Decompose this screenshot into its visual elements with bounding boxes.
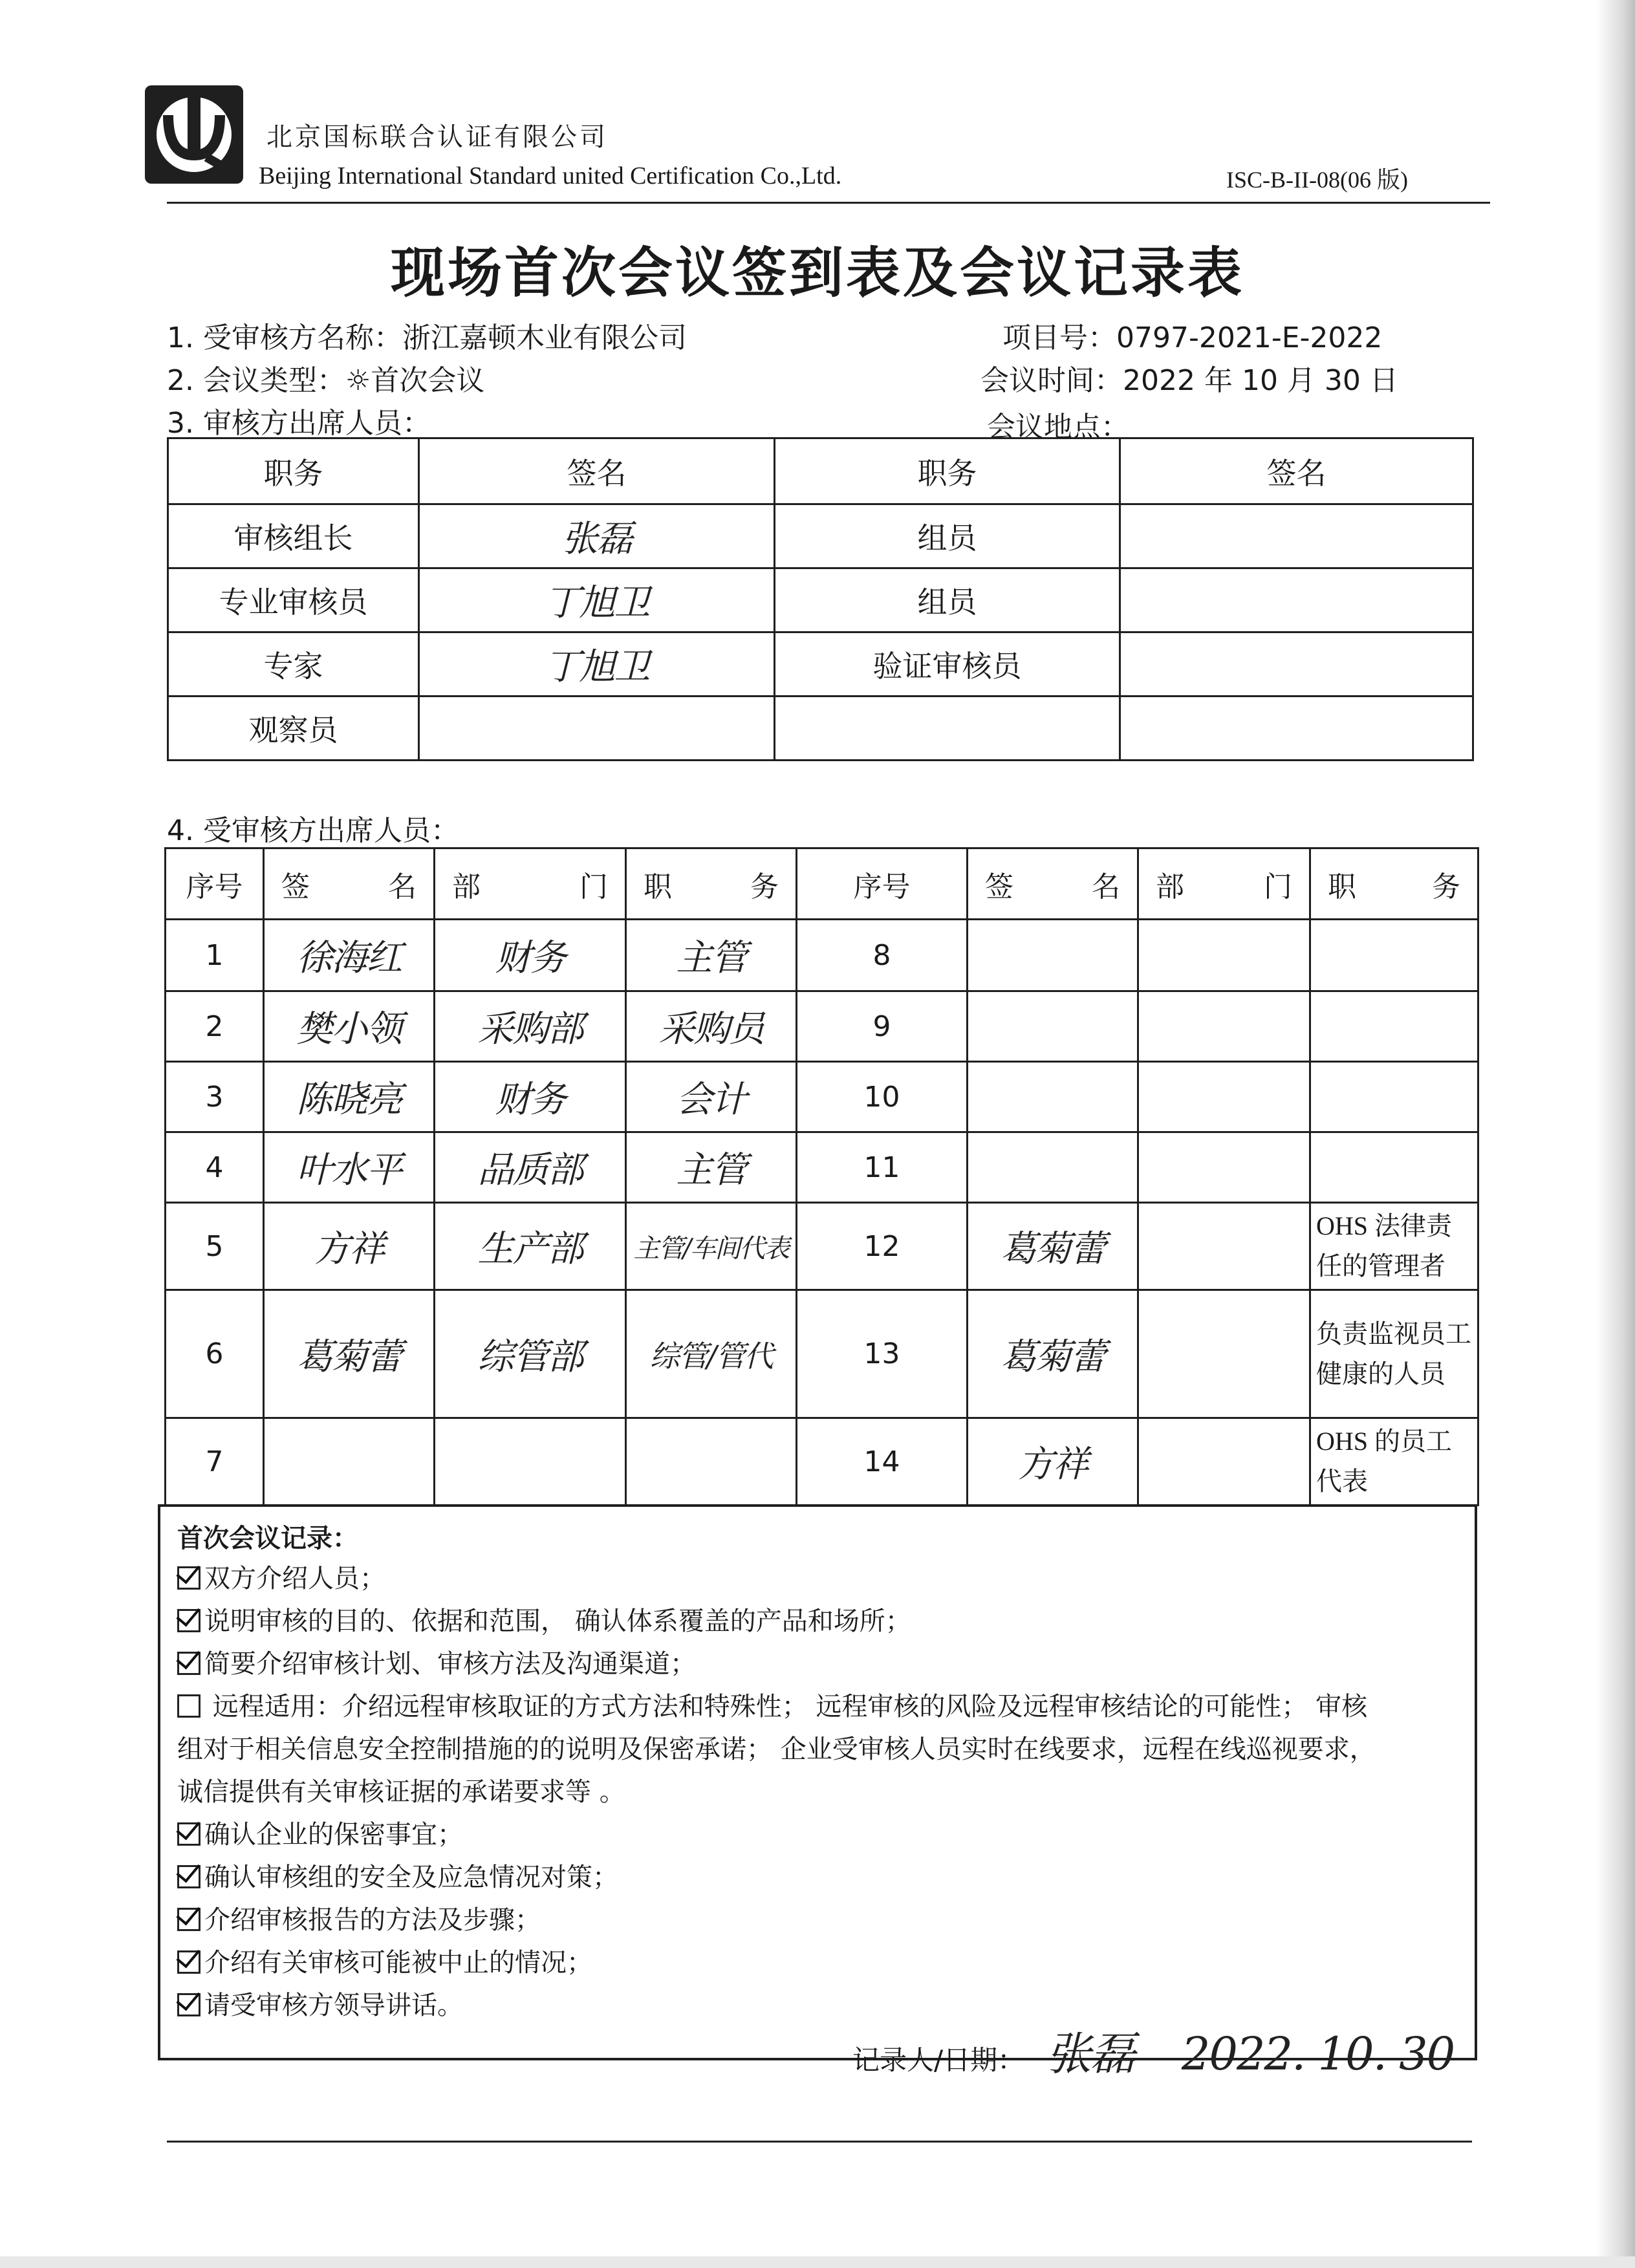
header-role: 职 务 xyxy=(626,848,797,920)
handwritten-signature: 葛菊蕾 xyxy=(1000,1228,1105,1270)
record-item: 说明审核的目的、依据和范围， 确认体系覆盖的产品和场所； xyxy=(177,1605,911,1637)
signature-cell xyxy=(1120,504,1473,568)
handwritten-role: 综管/管代 xyxy=(649,1338,773,1374)
record-item: 简要介绍审核计划、审核方法及沟通渠道； xyxy=(177,1648,696,1680)
role-cell: 负责监视员工健康的人员 xyxy=(1310,1290,1478,1418)
signature-cell xyxy=(264,1203,435,1290)
record-item: 远程适用：介绍远程审核取证的方式方法和特殊性； 远程审核的风险及远程审核结论的可能性； 审核 xyxy=(177,1690,1367,1723)
row-no: 11 xyxy=(797,1132,968,1203)
auditee-value: 浙江嘉顿木业有限公司 xyxy=(402,321,687,354)
signature-cell xyxy=(1120,632,1473,697)
signature-cell xyxy=(264,1418,435,1506)
signature-cell xyxy=(968,1290,1138,1418)
row-no: 9 xyxy=(797,991,968,1062)
record-item: 请受审核方领导讲话。 xyxy=(177,1989,463,2022)
record-item-continued: 组对于相关信息安全控制措施的的说明及保密承诺； 企业受审核人员实时在线要求，远程在线巡视要求， xyxy=(177,1734,1376,1764)
signature-cell xyxy=(419,568,775,632)
role-cell: 组员 xyxy=(775,568,1120,632)
handwritten-role: 主管 xyxy=(676,937,746,979)
role-cell xyxy=(775,697,1120,761)
project-value: 0797-2021-E-2022 xyxy=(1116,321,1383,354)
company-logo-icon xyxy=(142,83,246,186)
checkbox-checked-icon[interactable] xyxy=(177,1566,200,1590)
record-item: 介绍审核报告的方法及步骤； xyxy=(177,1904,541,1936)
attendee-row xyxy=(166,1290,1478,1418)
row-no: 1 xyxy=(166,920,264,991)
checkbox-checked-icon[interactable] xyxy=(177,1908,200,1931)
handwritten-signature: 樊小领 xyxy=(296,1008,402,1050)
row-no: 12 xyxy=(797,1203,968,1290)
audit-team-table xyxy=(167,437,1474,761)
header-sign: 签名 xyxy=(1120,438,1473,504)
header-sign: 签名 xyxy=(419,438,775,504)
dept-cell xyxy=(1138,1418,1310,1506)
checkbox-checked-icon[interactable] xyxy=(177,1609,200,1632)
role-cell: 观察员 xyxy=(168,697,419,761)
header-role: 职 务 xyxy=(1310,848,1478,920)
meeting-time-label: 会议时间： xyxy=(980,364,1123,397)
signature-cell xyxy=(968,991,1138,1062)
signature-cell xyxy=(264,991,435,1062)
handwritten-signature: 徐海红 xyxy=(296,937,402,979)
role-cell: OHS 法律责任的管理者 xyxy=(1310,1203,1478,1290)
attendee-row xyxy=(166,991,1478,1062)
project-label: 项目号： xyxy=(1002,321,1116,354)
attendee-row xyxy=(166,1203,1478,1290)
record-item: 介绍有关审核可能被中止的情况； xyxy=(177,1947,592,1979)
attendee-row xyxy=(166,1132,1478,1203)
row-no: 6 xyxy=(166,1290,264,1418)
audit-team-row xyxy=(168,632,1473,697)
record-item: 确认审核组的安全及应急情况对策； xyxy=(177,1861,618,1894)
auditee-label: 1. 受审核方名称： xyxy=(167,321,402,354)
role-cell: 专家 xyxy=(168,632,419,697)
handwritten-signature: 张磊 xyxy=(561,518,632,560)
checkbox-checked-icon[interactable] xyxy=(177,1993,200,2016)
meeting-type-value: ☼首次会议 xyxy=(345,364,485,397)
header-role: 职务 xyxy=(168,438,419,504)
signature-cell xyxy=(968,920,1138,991)
meeting-location-label: 会议地点： xyxy=(987,411,1129,444)
checkbox-checked-icon[interactable] xyxy=(177,1822,200,1846)
auditee-line xyxy=(167,314,687,356)
handwritten-dept: 采购部 xyxy=(477,1008,583,1050)
row-no: 10 xyxy=(797,1062,968,1132)
role-cell xyxy=(626,1132,797,1203)
header-sign: 签 名 xyxy=(968,848,1138,920)
recorder-signature: 张磊 xyxy=(1046,2027,1134,2080)
audit-team-row xyxy=(168,568,1473,632)
company-name-cn: 北京国标联合认证有限公司 xyxy=(266,122,608,152)
handwritten-signature: 叶水平 xyxy=(296,1149,402,1191)
row-no: 7 xyxy=(166,1418,264,1506)
dept-cell xyxy=(435,920,626,991)
handwritten-signature: 丁旭卫 xyxy=(544,646,649,688)
footer-divider xyxy=(167,2141,1472,2143)
signature-cell xyxy=(264,1290,435,1418)
dept-cell xyxy=(435,991,626,1062)
scan-edge xyxy=(1596,0,1635,2268)
scan-bottom-edge xyxy=(0,2256,1635,2268)
project-line xyxy=(1002,314,1382,356)
role-cell xyxy=(626,1418,797,1506)
meeting-type-line xyxy=(167,357,484,398)
role-cell xyxy=(1310,1062,1478,1132)
handwritten-dept: 财务 xyxy=(495,1079,565,1121)
signature-cell xyxy=(968,1062,1138,1132)
recorder-label: 记录人/日期： xyxy=(852,2044,1025,2076)
role-cell: 验证审核员 xyxy=(775,632,1120,697)
dept-cell xyxy=(435,1132,626,1203)
header-no: 序号 xyxy=(166,848,264,920)
row-no: 3 xyxy=(166,1062,264,1132)
attendee-row xyxy=(166,920,1478,991)
role-cell: 专业审核员 xyxy=(168,568,419,632)
header-dept: 部 门 xyxy=(435,848,626,920)
page-title: 现场首次会议签到表及会议记录表 xyxy=(390,241,1244,305)
record-item: 确认企业的保密事宜； xyxy=(177,1819,463,1851)
signature-cell xyxy=(1120,697,1473,761)
audit-team-row xyxy=(168,697,1473,761)
signature-cell xyxy=(419,697,775,761)
header-dept: 部 门 xyxy=(1138,848,1310,920)
row-no: 14 xyxy=(797,1418,968,1506)
handwritten-signature: 葛菊蕾 xyxy=(1000,1335,1105,1378)
checkbox-checked-icon[interactable] xyxy=(177,1950,200,1974)
dept-cell xyxy=(1138,1132,1310,1203)
signature-cell xyxy=(419,632,775,697)
handwritten-dept: 品质部 xyxy=(477,1149,583,1191)
handwritten-role: 主管/车间代表 xyxy=(633,1233,789,1264)
role-cell: OHS 的员工代表 xyxy=(1310,1418,1478,1506)
row-no: 4 xyxy=(166,1132,264,1203)
signature-cell xyxy=(968,1132,1138,1203)
attendee-header-row xyxy=(166,848,1478,920)
recorder-line xyxy=(852,2018,1454,2083)
handwritten-role: 采购员 xyxy=(658,1008,764,1050)
row-no: 5 xyxy=(166,1203,264,1290)
row-no: 8 xyxy=(797,920,968,991)
signature-cell xyxy=(264,1132,435,1203)
dept-cell xyxy=(1138,1062,1310,1132)
signature-cell xyxy=(968,1418,1138,1506)
role-cell xyxy=(1310,920,1478,991)
role-cell xyxy=(626,1290,797,1418)
record-item: 双方介绍人员； xyxy=(177,1562,385,1595)
row-no: 13 xyxy=(797,1290,968,1418)
row-no: 2 xyxy=(166,991,264,1062)
dept-cell xyxy=(1138,1290,1310,1418)
checkbox-checked-icon[interactable] xyxy=(177,1865,200,1888)
role-cell xyxy=(626,1062,797,1132)
handwritten-signature: 丁旭卫 xyxy=(544,582,649,624)
checkbox-empty-icon[interactable] xyxy=(177,1694,200,1718)
header-sign: 签 名 xyxy=(264,848,435,920)
meeting-time-value: 2022 年 10 月 30 日 xyxy=(1123,364,1398,397)
handwritten-dept: 财务 xyxy=(495,937,565,979)
checkbox-checked-icon[interactable] xyxy=(177,1652,200,1675)
dept-cell xyxy=(1138,920,1310,991)
signature-cell xyxy=(264,920,435,991)
auditee-attendee-table xyxy=(164,847,1479,1506)
recorder-date: 2022. 10. 30 xyxy=(1181,2027,1455,2080)
meeting-type-label: 2. 会议类型： xyxy=(167,364,345,397)
signature-cell xyxy=(1120,568,1473,632)
role-cell xyxy=(626,920,797,991)
signature-cell xyxy=(968,1203,1138,1290)
role-cell: 组员 xyxy=(775,504,1120,568)
signature-cell xyxy=(419,504,775,568)
dept-cell xyxy=(435,1062,626,1132)
handwritten-role: 会计 xyxy=(676,1079,746,1121)
meeting-time-line xyxy=(980,357,1398,398)
signature-cell xyxy=(264,1062,435,1132)
dept-cell xyxy=(1138,1203,1310,1290)
audit-team-label: 3. 审核方出席人员： xyxy=(167,407,431,440)
handwritten-dept: 生产部 xyxy=(477,1228,583,1270)
attendee-row xyxy=(166,1062,1478,1132)
handwritten-signature: 方祥 xyxy=(314,1228,384,1270)
role-cell xyxy=(1310,1132,1478,1203)
handwritten-signature: 方祥 xyxy=(1017,1443,1088,1485)
dept-cell xyxy=(1138,991,1310,1062)
audit-team-row xyxy=(168,504,1473,568)
record-item-continued: 诚信提供有关审核证据的承诺要求等 。 xyxy=(177,1777,625,1807)
role-cell xyxy=(1310,991,1478,1062)
company-name-en: Beijing International Standard united Certification Co.,Ltd. xyxy=(259,162,842,189)
role-cell xyxy=(626,991,797,1062)
handwritten-dept: 综管部 xyxy=(477,1335,583,1378)
handwritten-signature: 陈晓亮 xyxy=(296,1079,402,1121)
role-cell xyxy=(626,1203,797,1290)
dept-cell xyxy=(435,1418,626,1506)
audit-team-header-row xyxy=(168,438,1473,504)
record-title: 首次会议记录： xyxy=(177,1524,358,1553)
header-divider xyxy=(167,202,1490,204)
role-cell: 审核组长 xyxy=(168,504,419,568)
handwritten-role: 主管 xyxy=(676,1149,746,1191)
auditee-attendees-label: 4. 受审核方出席人员： xyxy=(167,814,459,847)
handwritten-signature: 葛菊蕾 xyxy=(296,1335,402,1378)
form-code: ISC-B-II-08(06 版) xyxy=(1226,167,1408,193)
attendee-row xyxy=(166,1418,1478,1506)
dept-cell xyxy=(435,1290,626,1418)
header-role: 职务 xyxy=(775,438,1120,504)
header-no: 序号 xyxy=(797,848,968,920)
dept-cell xyxy=(435,1203,626,1290)
meeting-record-box xyxy=(158,1504,1477,2080)
